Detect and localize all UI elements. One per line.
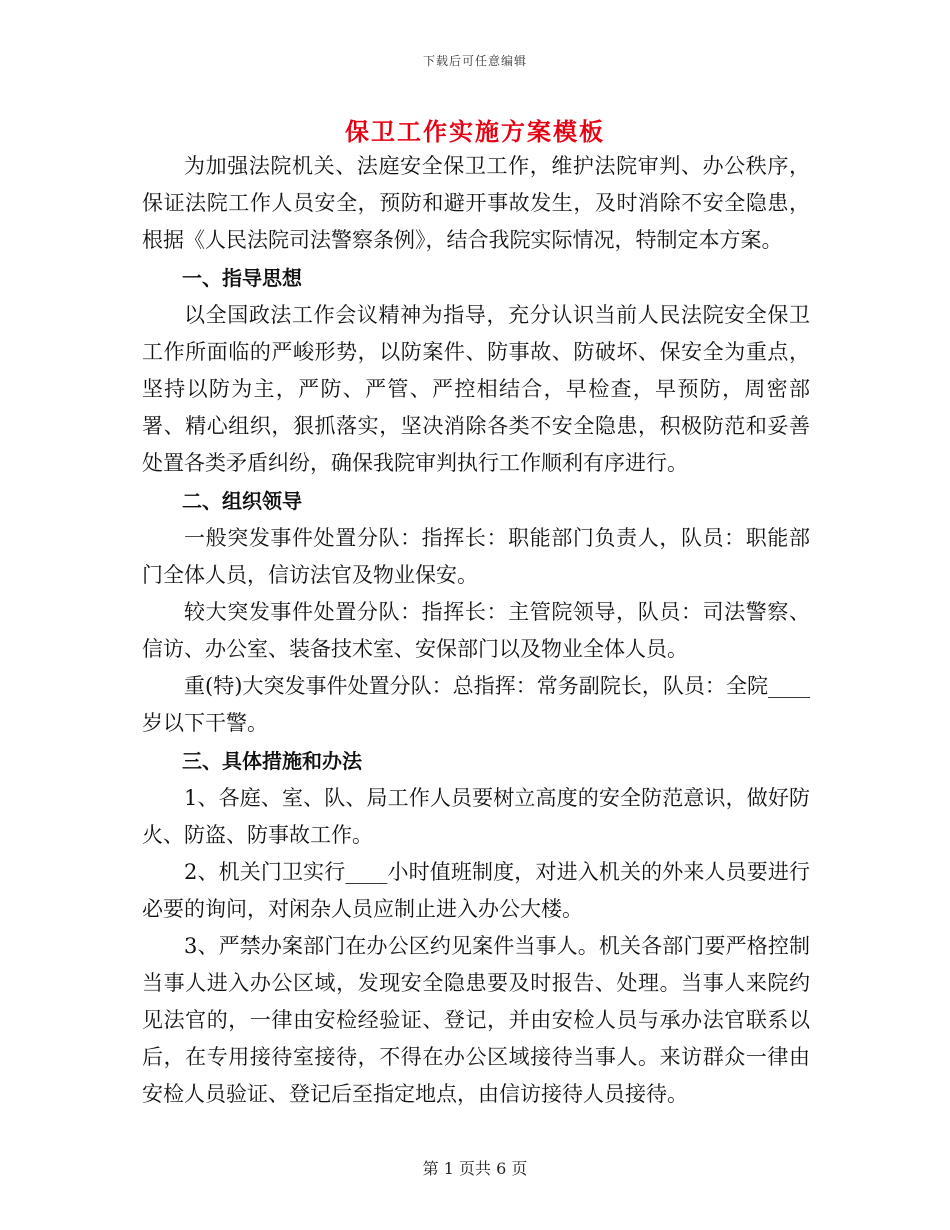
organization-paragraph-critical: 重(特)大突发事件处置分队：总指挥：常务副院长，队员：全院____岁以下干警。 — [142, 674, 810, 735]
document-title: 保卫工作实施方案模板 — [345, 117, 605, 146]
organization-paragraph-general: 一般突发事件处置分队：指挥长：职能部门负责人，队员：职能部门全体人员，信访法官及物业保安。 — [142, 526, 810, 587]
organization-paragraph-major: 较大突发事件处置分队：指挥长：主管院领导，队员：司法警察、信访、办公室、装备技术室、安保部门以及物业全体人员。 — [142, 600, 810, 661]
measures-paragraph-1: 1、各庭、室、队、局工作人员要树立高度的安全防范意识，做好防火、防盗、防事故工作。 — [142, 786, 810, 847]
measures-paragraph-2: 2、机关门卫实行____小时值班制度，对进入机关的外来人员要进行必要的询问，对闲杂人员应制止进入办公大楼。 — [142, 860, 810, 921]
section-heading-guiding-ideology: 一、指导思想 — [182, 266, 302, 290]
measures-paragraph-3: 3、严禁办案部门在办公区约见案件当事人。机关各部门要严格控制当事人进入办公区域，发现安全隐患要及时报告、处理。当事人来院约见法官的，一律由安检经验证、登记，并由安检人员与承办法官联系以后，在专用接待室接待，不得在办公区域接待当事人。来访群众一律由安检人员验证、登记后至指定地点，由信访接待人员接待。 — [142, 934, 810, 1106]
section-heading-measures: 三、具体措施和办法 — [182, 749, 362, 773]
header-note: 下载后可任意编辑 — [422, 54, 527, 68]
intro-paragraph: 为加强法院机关、法庭安全保卫工作，维护法院审判、办公秩序，保证法院工作人员安全，预防和避开事故发生，及时消除不安全隐患，根据《人民法院司法警察条例》，结合我院实际情况，特制定本方案。 — [142, 154, 810, 252]
section-heading-organization: 二、组织领导 — [182, 489, 302, 513]
document-body — [142, 148, 810, 1113]
page-number: 第 1 页共 6 页 — [422, 1159, 528, 1178]
guiding-ideology-paragraph: 以全国政法工作会议精神为指导，充分认识当前人民法院安全保卫工作所面临的严峻形势，以防案件、防事故、防破坏、保安全为重点，坚持以防为主，严防、严管、严控相结合，早检查，早预防，周密部署、精心组织，狠抓落实，坚决消除各类不安全隐患，积极防范和妥善处置各类矛盾纠纷，确保我院审判执行工作顺利有序进行。 — [142, 303, 810, 475]
